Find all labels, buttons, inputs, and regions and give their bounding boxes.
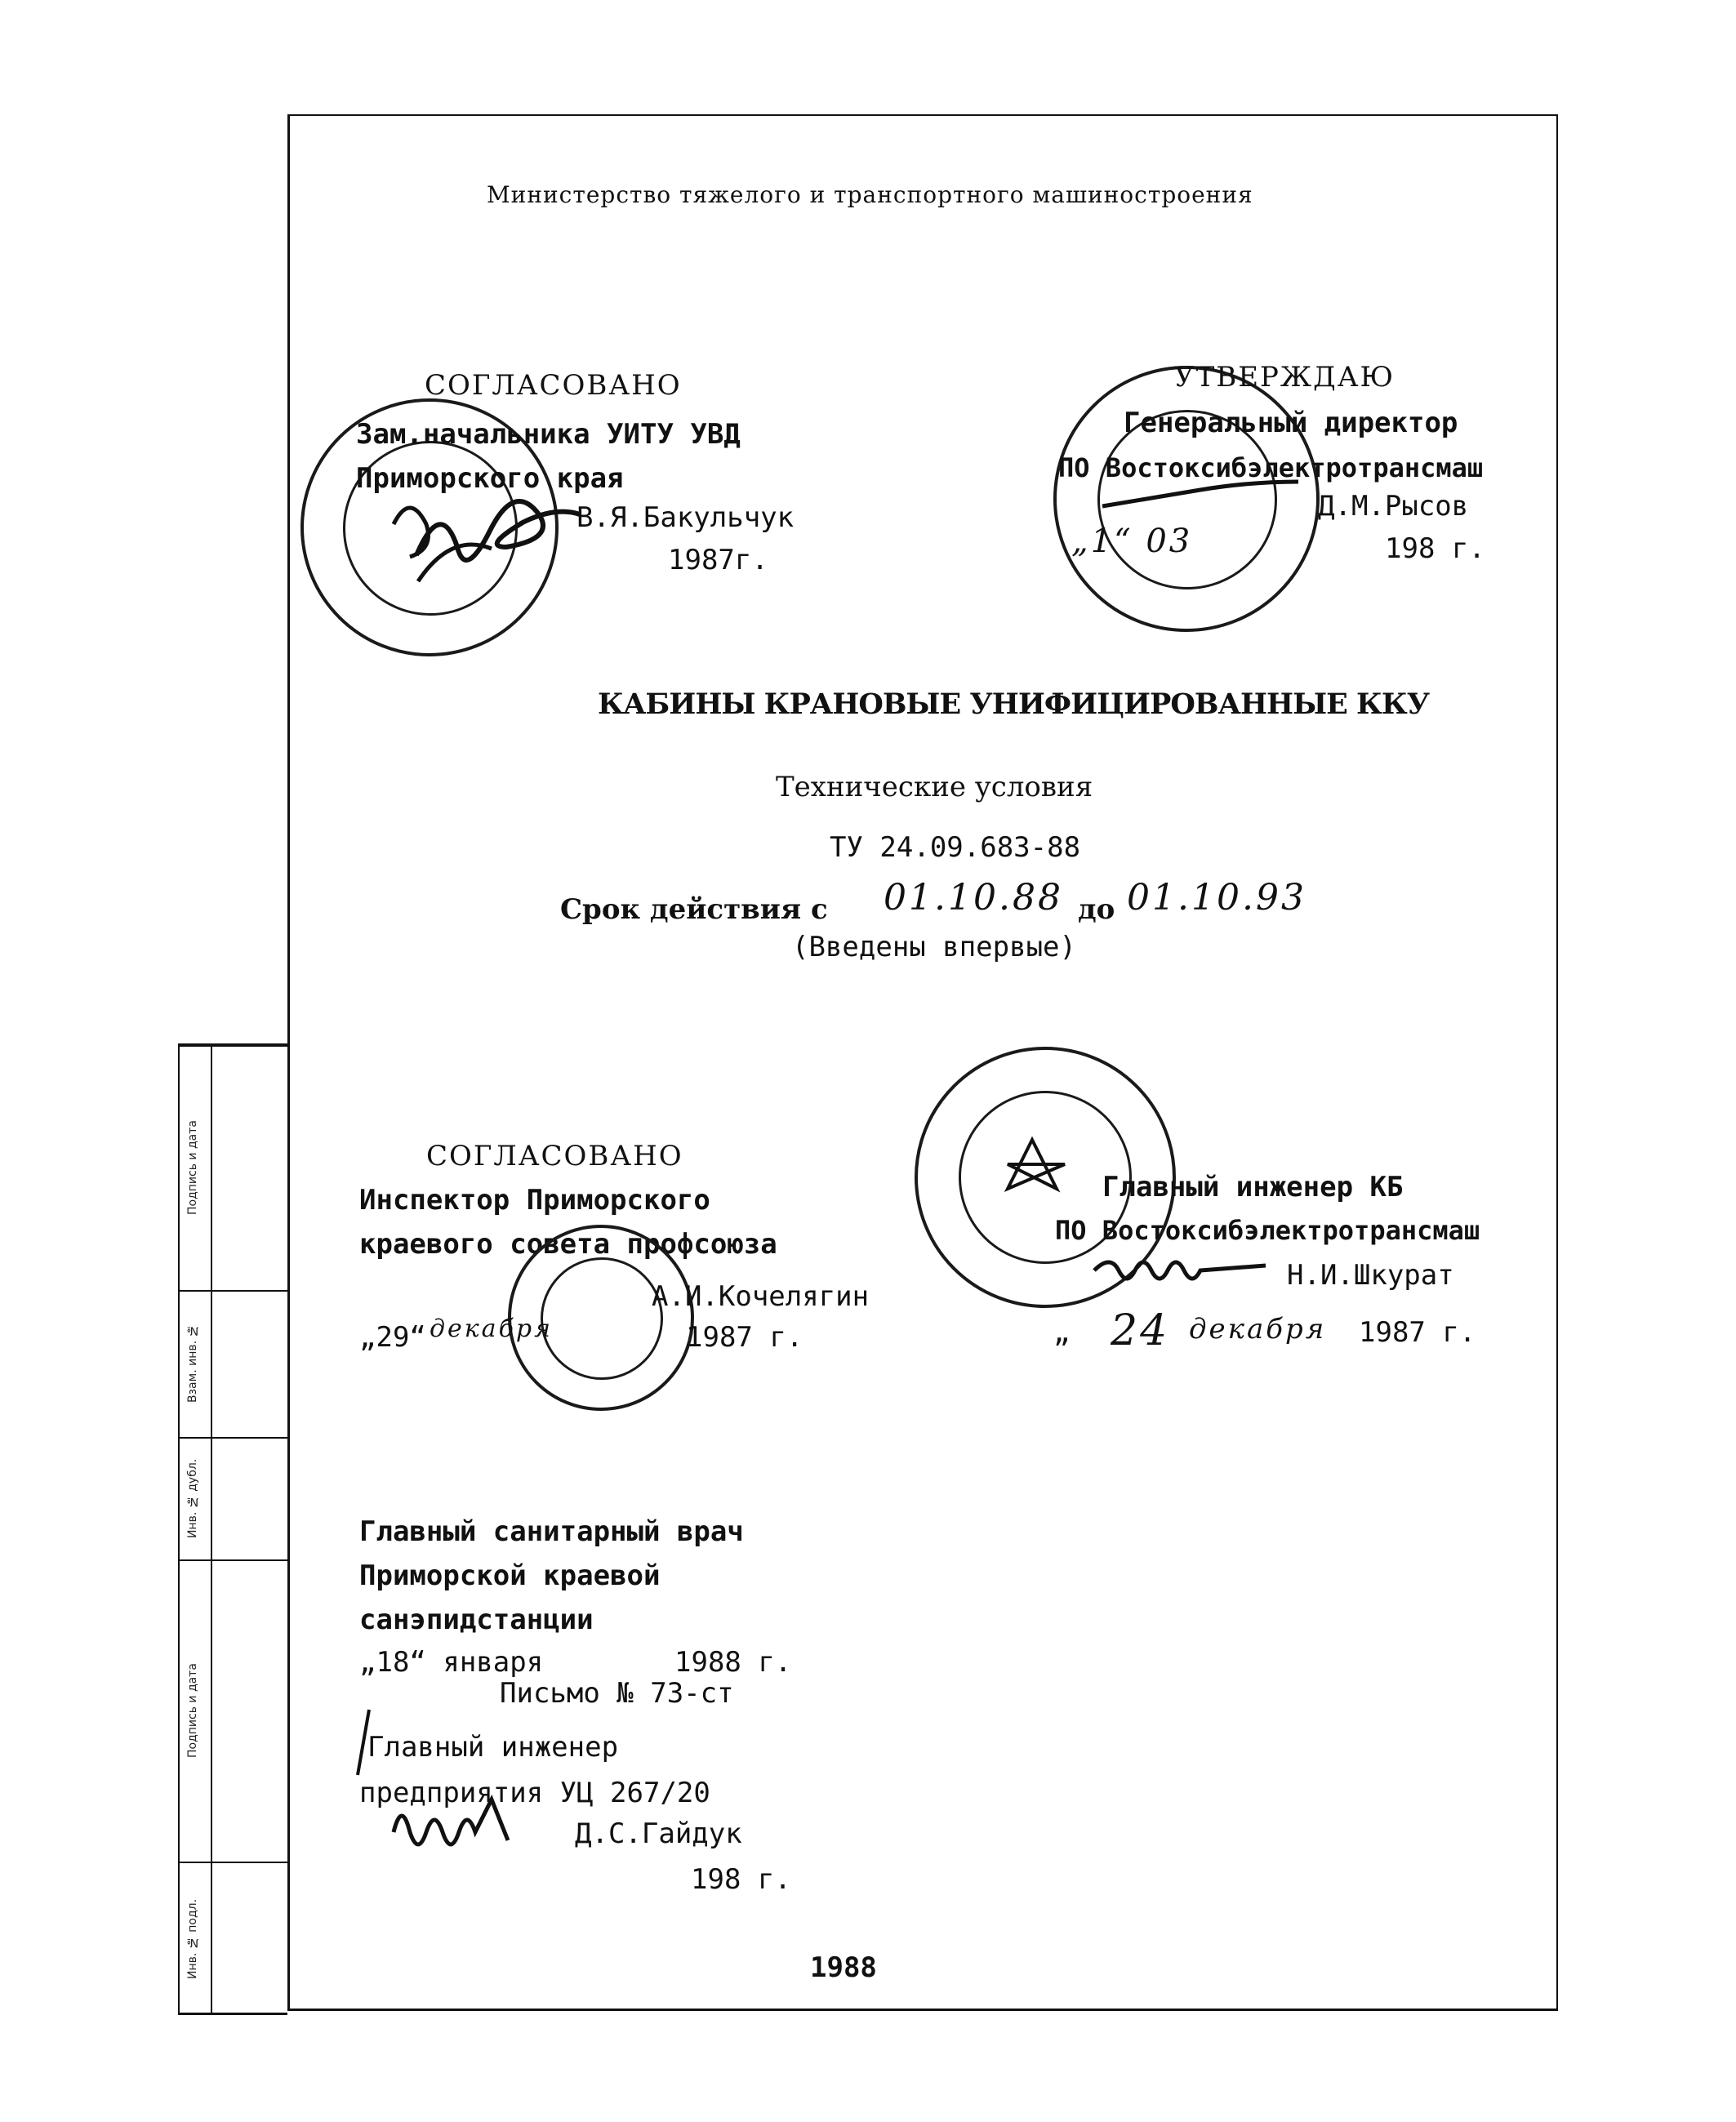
sanitary-line-2: Приморской краевой xyxy=(359,1559,661,1592)
validity-to-label: до xyxy=(1078,893,1115,926)
chief-engineer-date-prefix: „ xyxy=(1053,1316,1071,1349)
left-approval-name: В.Я.Бакульчук xyxy=(576,501,795,534)
left-signature xyxy=(408,490,588,580)
right-approval-position-1: Генеральный директор xyxy=(1124,407,1458,439)
document-title: КАБИНЫ КРАНОВЫЕ УНИФИЦИРОВАННЫЕ ККУ xyxy=(598,687,1430,721)
inspector-date-day: „29“ xyxy=(359,1321,426,1354)
right-approval-year: 198 г. xyxy=(1385,532,1485,565)
chief-engineer-year: 1987 г. xyxy=(1359,1316,1476,1349)
chief-engineer-signature xyxy=(1086,1246,1282,1287)
seal-inspector-inner xyxy=(541,1257,663,1380)
strip-label-1: Подпись и дата xyxy=(186,1120,199,1215)
inspector-name: А.И.Кочелягин xyxy=(652,1280,870,1313)
chief-engineer-date-day: 24 xyxy=(1111,1306,1170,1355)
chief-engineer-position-1: Главный инженер КБ xyxy=(1102,1171,1404,1203)
inspector-year: 1987 г. xyxy=(686,1321,803,1354)
sanitary-date: „18“ января xyxy=(359,1646,544,1679)
chief-engineer-name: Н.И.Шкурат xyxy=(1287,1259,1454,1292)
margin-strip xyxy=(178,1043,287,2015)
introduced-note: (Введены впервые) xyxy=(792,931,1076,963)
enterprise-year: 198 г. xyxy=(691,1863,791,1896)
right-approval-date: „1“ 03 xyxy=(1071,523,1193,560)
sanitary-line-3: санэпидстанции xyxy=(359,1604,594,1636)
left-approval-position-1: Зам.начальника УИТУ УВД xyxy=(356,418,741,451)
enterprise-line-1: Главный инженер xyxy=(367,1731,619,1764)
inspector-position-1: Инспектор Приморского xyxy=(359,1184,710,1217)
sanitary-year: 1988 г. xyxy=(674,1646,792,1679)
chief-engineer-date-month: декабря xyxy=(1189,1313,1327,1346)
sanitary-letter: Письмо № 73-ст xyxy=(500,1677,734,1710)
enterprise-line-2: предприятия УЦ 267/20 xyxy=(359,1777,710,1809)
right-approval-name: Д.М.Рысов xyxy=(1318,490,1469,523)
inspector-heading: СОГЛАСОВАНО xyxy=(426,1140,683,1172)
left-approval-position-2: Приморского края xyxy=(356,462,624,495)
document-code: ТУ 24.09.683-88 xyxy=(830,831,1081,864)
right-approval-position-2: ПО Востоксибэлектротрансмаш xyxy=(1058,452,1484,483)
right-signature xyxy=(1094,474,1306,523)
enterprise-signature xyxy=(353,1702,565,1865)
document-subtitle: Технические условия xyxy=(776,771,1093,803)
strip-label-2: Взам. инв. № xyxy=(186,1323,199,1404)
ministry-header: Министерство тяжелого и транспортного машиностроения xyxy=(487,181,1253,208)
validity-to: 01.10.93 xyxy=(1127,877,1306,919)
strip-label-5: Инв. № подл. xyxy=(186,1898,199,1980)
validity-label: Срок действия с xyxy=(560,893,828,926)
footer-year: 1988 xyxy=(810,1951,877,1984)
sanitary-line-1: Главный санитарный врач xyxy=(359,1515,744,1548)
validity-from: 01.10.88 xyxy=(884,877,1063,919)
inspector-date-month: декабря xyxy=(430,1315,553,1343)
left-approval-heading: СОГЛАСОВАНО xyxy=(425,369,682,402)
left-approval-year: 1987г. xyxy=(668,544,768,576)
right-approval-heading: УТВЕРЖДАЮ xyxy=(1174,361,1395,394)
strip-label-3: Инв. № дубл. xyxy=(186,1458,199,1538)
strip-label-4: Подпись и дата xyxy=(186,1663,199,1758)
chief-engineer-position-2: ПО Востоксибэлектротрансмаш xyxy=(1055,1215,1480,1246)
enterprise-name: Д.С.Гайдук xyxy=(575,1817,742,1850)
inspector-position-2: краевого совета профсоюза xyxy=(359,1228,777,1261)
